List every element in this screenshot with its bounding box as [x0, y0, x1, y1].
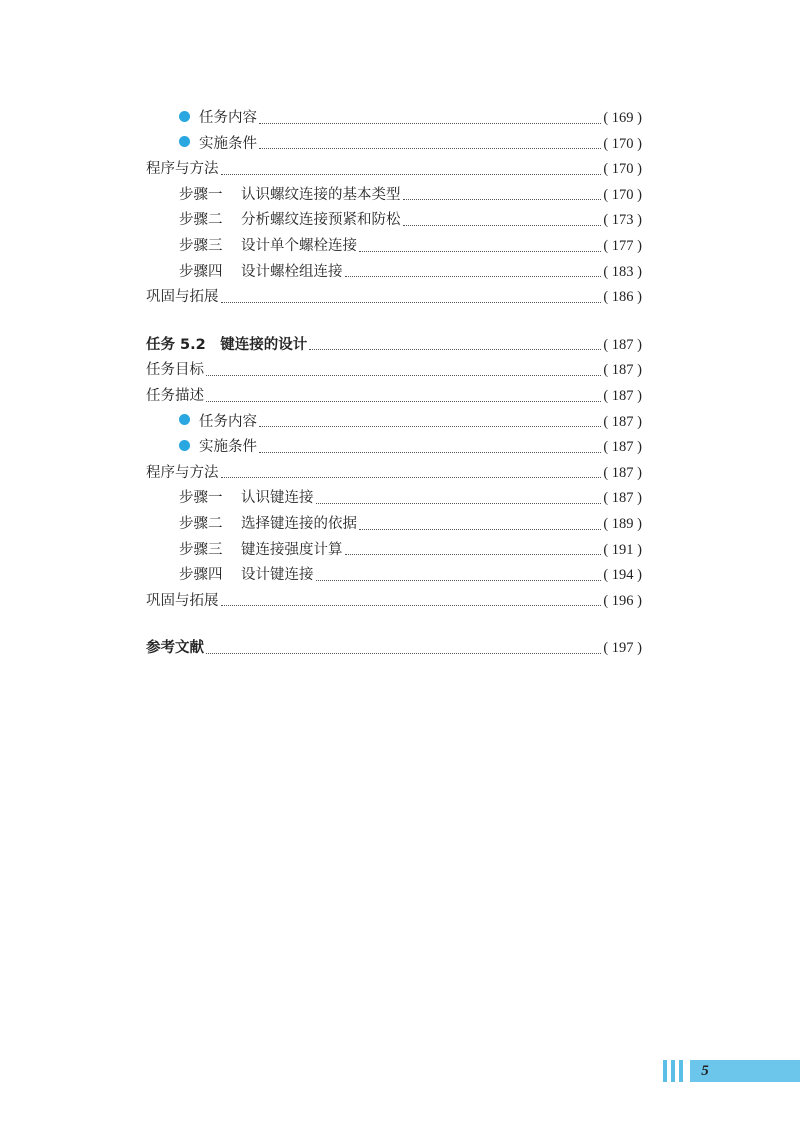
toc-entry-section[interactable]: [146, 358, 642, 384]
dot-leader: [221, 302, 602, 303]
toc-entry-label: 程序与方法: [146, 464, 219, 481]
footer-bar: [671, 1060, 675, 1082]
toc-page-number: ( 187 ): [603, 362, 642, 379]
dot-leader: [403, 225, 602, 226]
table-of-contents: [146, 106, 642, 662]
footer-page-box: [690, 1060, 800, 1082]
toc-entry-label: 程序与方法: [146, 161, 219, 178]
toc-references-label: 参考文献: [146, 640, 204, 657]
toc-page-number: ( 170 ): [603, 186, 642, 203]
toc-entry-label: 选择键连接的依据: [241, 515, 357, 532]
toc-page-number: ( 173 ): [603, 212, 642, 229]
dot-leader: [259, 426, 601, 427]
toc-page-number: ( 187 ): [603, 464, 642, 481]
toc-entry-label: 分析螺纹连接预紧和防松: [241, 212, 401, 229]
toc-entry-label: 任务内容: [199, 110, 257, 126]
footer-decoration-bars: [663, 1060, 683, 1082]
bullet-dot-icon: [179, 136, 190, 147]
dot-leader: [359, 529, 601, 530]
dot-leader: [206, 401, 601, 402]
toc-entry-label: 设计键连接: [241, 567, 314, 584]
toc-page-number: ( 191 ): [603, 541, 642, 558]
toc-entry-step[interactable]: [146, 538, 642, 564]
toc-entry-section[interactable]: [146, 589, 642, 615]
toc-page-number: ( 187 ): [603, 387, 642, 404]
toc-entry-label: 设计螺栓组连接: [241, 263, 343, 280]
toc-page-number: ( 169 ): [603, 110, 642, 126]
toc-page-number: ( 170 ): [603, 135, 642, 152]
toc-page-number: ( 197 ): [603, 640, 642, 657]
toc-entry-section[interactable]: [146, 157, 642, 183]
dot-leader: [345, 276, 602, 277]
toc-page-number: ( 187 ): [603, 490, 642, 507]
toc-page-number: ( 186 ): [603, 289, 642, 306]
toc-step-number: 步骤三: [179, 541, 223, 558]
toc-entry-label: 巩固与拓展: [146, 592, 219, 609]
toc-step-number: 步骤二: [179, 212, 223, 229]
toc-entry-step[interactable]: [146, 183, 642, 209]
toc-entry-step[interactable]: [146, 234, 642, 260]
toc-page-number: ( 187 ): [603, 413, 642, 430]
toc-entry-bullet[interactable]: [146, 410, 642, 436]
toc-step-number: 步骤一: [179, 186, 223, 203]
toc-page-number: ( 187 ): [603, 336, 642, 353]
toc-entry-label: 认识键连接: [241, 490, 314, 507]
toc-page-number: ( 177 ): [603, 237, 642, 254]
footer-bar: [679, 1060, 683, 1082]
page-number: 5: [701, 1063, 709, 1079]
toc-entry-label: 键连接强度计算: [241, 541, 343, 558]
toc-page-number: ( 183 ): [603, 263, 642, 280]
toc-entry-step[interactable]: [146, 512, 642, 538]
toc-page-number: ( 170 ): [603, 161, 642, 178]
toc-entry-bullet[interactable]: [146, 435, 642, 461]
toc-references[interactable]: [146, 636, 642, 662]
toc-block-task-5-1: [146, 106, 642, 311]
toc-entry-label: 任务描述: [146, 387, 204, 404]
toc-entry-label: 实施条件: [199, 135, 257, 152]
dot-leader: [316, 580, 602, 581]
toc-entry-step[interactable]: [146, 486, 642, 512]
dot-leader: [259, 148, 601, 149]
dot-leader: [345, 554, 602, 555]
toc-entry-bullet[interactable]: [146, 106, 642, 132]
dot-leader: [221, 605, 602, 606]
toc-entry-section[interactable]: [146, 384, 642, 410]
toc-entry-step[interactable]: [146, 260, 642, 286]
toc-step-number: 步骤一: [179, 490, 223, 507]
toc-step-number: 步骤四: [179, 263, 223, 280]
toc-entry-section[interactable]: [146, 461, 642, 487]
toc-entry-label: 实施条件: [199, 439, 257, 456]
dot-leader: [206, 653, 601, 654]
toc-entry-section[interactable]: [146, 285, 642, 311]
dot-leader: [359, 251, 601, 252]
toc-entry-label: 设计单个螺栓连接: [241, 237, 357, 254]
toc-entry-label: 巩固与拓展: [146, 289, 219, 306]
bullet-dot-icon: [179, 111, 190, 122]
toc-page-number: ( 196 ): [603, 592, 642, 609]
toc-block-task-5-2: [146, 358, 642, 614]
bullet-dot-icon: [179, 440, 190, 451]
toc-task-heading[interactable]: [146, 333, 642, 359]
toc-step-number: 步骤四: [179, 567, 223, 584]
toc-task-heading-label: 任务 5.2 键连接的设计: [146, 336, 308, 353]
dot-leader: [221, 477, 602, 478]
toc-entry-step[interactable]: [146, 563, 642, 589]
toc-step-number: 步骤三: [179, 237, 223, 254]
dot-leader: [259, 123, 601, 124]
dot-leader: [403, 199, 602, 200]
bullet-dot-icon: [179, 414, 190, 425]
footer-bar: [663, 1060, 667, 1082]
dot-leader: [259, 452, 601, 453]
dot-leader: [221, 174, 602, 175]
toc-entry-label: 认识螺纹连接的基本类型: [241, 186, 401, 203]
dot-leader: [309, 349, 601, 350]
dot-leader: [316, 503, 602, 504]
toc-page-number: ( 189 ): [603, 515, 642, 532]
toc-entry-label: 任务内容: [199, 413, 257, 430]
dot-leader: [206, 375, 601, 376]
toc-entry-step[interactable]: [146, 208, 642, 234]
toc-page-number: ( 194 ): [603, 567, 642, 584]
toc-entry-bullet[interactable]: [146, 132, 642, 158]
toc-entry-label: 任务目标: [146, 362, 204, 379]
toc-page-number: ( 187 ): [603, 439, 642, 456]
toc-step-number: 步骤二: [179, 515, 223, 532]
